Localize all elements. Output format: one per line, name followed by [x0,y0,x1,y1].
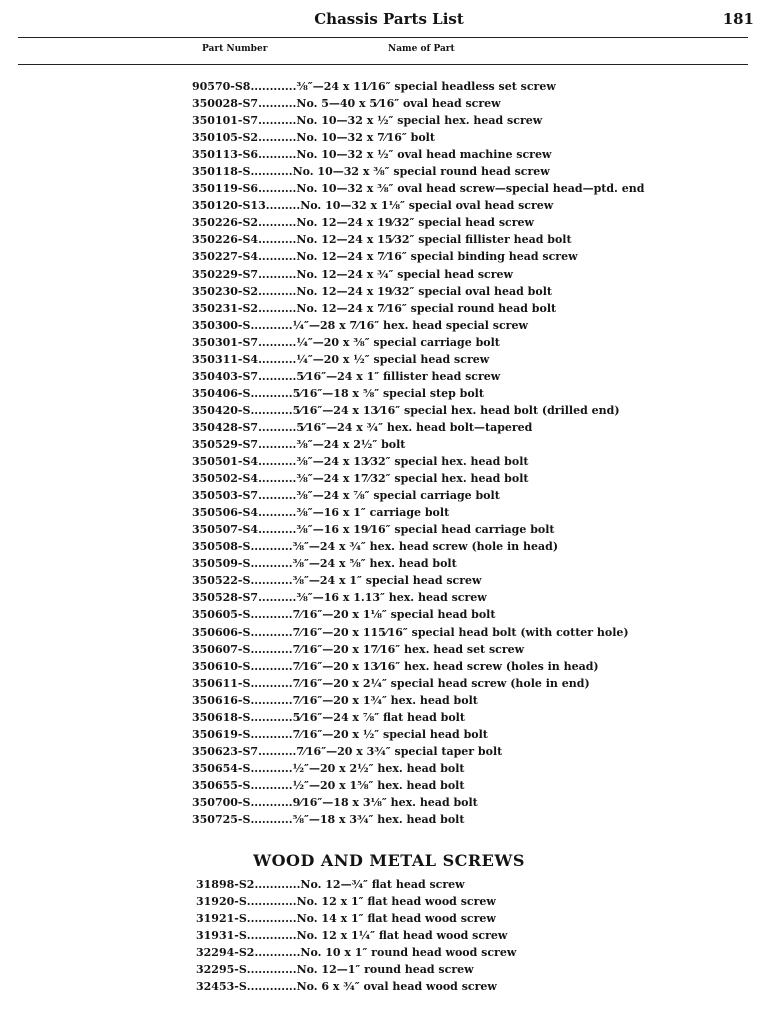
part-number: 350403-S7 [192,369,259,383]
part-row [196,944,716,961]
part-number: 350655-S [192,778,251,792]
part-number: 32453-S [196,980,247,994]
part-number: 350623-S7 [192,744,259,758]
part-name: ⅜″—24 x ¾″ hex. head screw (hole in head) [292,540,559,554]
part-name: ⅜″—24 x 11⁄16″ special headless set screw [296,80,556,93]
leader-dots: ........... [250,761,293,775]
part-name: No. 6 x ¾″ oval head wood screw [296,980,497,994]
part-name: No. 12 x 1¼″ flat head wood screw [296,929,508,943]
leader-dots: ........... [250,676,293,690]
leader-dots: ............. [246,963,297,977]
leader-dots: .......... [258,369,297,383]
part-name: 7⁄16″—20 x 3¾″ special taper bolt [296,744,503,758]
leader-dots: .......... [258,591,297,605]
part-row [192,641,712,658]
part-number: 350406-S [192,386,251,400]
leader-dots: ........... [250,386,293,400]
part-row [192,419,712,436]
part-row [192,538,712,555]
part-name: ¼″—20 x ½″ special head screw [296,352,490,366]
part-number: 350028-S7 [192,97,259,111]
leader-dots: ........... [250,795,293,809]
leader-dots: ........... [250,659,293,673]
part-row [196,910,716,927]
leader-dots: .......... [258,284,297,298]
leader-dots: .......... [258,506,297,520]
part-number: 350105-S2 [192,131,259,145]
part-name: 7⁄16″—20 x 2¼″ special head screw (hole in end) [292,676,590,690]
leader-dots: .......... [258,437,297,451]
header-rule-top [18,37,748,38]
column-header-part-number: Part Number [202,44,268,54]
part-row [196,893,716,910]
part-number: 31921-S [196,912,247,926]
part-row [192,197,712,214]
part-name: 7⁄16″—20 x ½″ special head bolt [292,727,488,741]
part-name: 5⁄16″—24 x 13⁄16″ special hex. head bolt (drilled end) [292,403,620,417]
wood-metal-screws-list [196,876,716,995]
part-number: 350113-S6 [192,148,259,162]
leader-dots: .......... [258,489,297,503]
part-number: 350509-S [192,557,251,571]
part-number: 350654-S [192,761,251,775]
leader-dots: ........... [250,557,293,571]
leader-dots: .......... [258,216,297,230]
part-name: 5⁄16″—24 x 1″ fillister head screw [296,369,501,383]
part-row [192,436,712,453]
part-row [196,876,716,893]
part-row [192,675,712,692]
part-row [192,606,712,623]
leader-dots: .......... [258,267,297,281]
part-row [192,163,712,180]
part-row [192,794,712,811]
part-row [192,180,712,197]
part-number: 350725-S [192,813,251,827]
part-number: 350700-S [192,795,251,809]
part-row [192,214,712,231]
leader-dots: .......... [258,301,297,315]
part-name: ⅜″—24 x ⅞″ special carriage bolt [296,489,500,503]
part-name: ¼″—28 x 7⁄16″ hex. head special screw [292,318,528,332]
leader-dots: ........... [250,778,293,792]
part-row [192,777,712,794]
part-number: 350230-S2 [192,284,259,298]
part-name: No. 14 x 1″ flat head wood screw [296,912,496,926]
leader-dots: ............ [254,878,301,891]
part-number: 350522-S [192,574,251,588]
part-row [192,402,712,419]
part-name: 5⁄16″—24 x ⅞″ flat head bolt [292,710,465,724]
part-number: 350610-S [192,659,251,673]
part-name: No. 12—24 x 7⁄16″ special round head bolt [296,301,557,315]
part-name: 9⁄16″—18 x 3⅛″ hex. head bolt [292,795,478,809]
part-row [192,146,712,163]
part-number: 350619-S [192,727,251,741]
part-name: No. 12—24 x 15⁄32″ special fillister head bolt [296,233,572,247]
part-number: 350226-S4 [192,233,259,247]
leader-dots: .......... [258,523,297,537]
part-number: 350618-S [192,710,251,724]
part-number: 350605-S [192,608,251,622]
part-name: ½″—20 x 1⅝″ hex. head bolt [292,778,465,792]
leader-dots: ........... [250,608,293,622]
leader-dots: .......... [258,250,297,264]
part-number: 350229-S7 [192,267,259,281]
part-number: 350528-S7 [192,591,259,605]
part-row [192,504,712,521]
section-title-wood-metal-screws: WOOD AND METAL SCREWS [253,851,525,870]
part-row [192,624,712,641]
part-name: No. 12—¾″ flat head screw [300,878,465,891]
part-number: 350502-S4 [192,472,259,486]
part-row [192,300,712,317]
leader-dots: ........... [250,625,293,639]
part-name: No. 12 x 1″ flat head wood screw [296,895,496,909]
part-name: 7⁄16″—20 x 13⁄16″ hex. head screw (holes in head) [292,659,599,673]
leader-dots: ........... [250,642,293,656]
column-header-name-of-part: Name of Part [388,44,455,54]
part-number: 31931-S [196,929,247,943]
part-name: ½″—20 x 2½″ hex. head bolt [292,761,465,775]
part-row [192,112,712,129]
part-number: 350607-S [192,642,251,656]
part-name: ⅜″—24 x 13⁄32″ special hex. head bolt [296,455,529,469]
leader-dots: .......... [258,744,297,758]
leader-dots: ........... [250,574,293,588]
part-number: 350227-S4 [192,250,259,264]
part-number: 90570-S8 [192,80,251,93]
part-number: 350226-S2 [192,216,259,230]
leader-dots: .......... [258,114,297,128]
part-name: No. 10—32 x ⅜″ special round head screw [292,165,550,179]
part-row [192,95,712,112]
part-name: 7⁄16″—20 x 1⅛″ special head bolt [292,608,496,622]
leader-dots: ........... [250,727,293,741]
part-row [192,760,712,777]
part-number: 350501-S4 [192,455,259,469]
part-row [192,487,712,504]
page-title: Chassis Parts List [314,10,464,28]
leader-dots: .......... [258,182,297,196]
part-row [192,317,712,334]
part-number: 350606-S [192,625,251,639]
part-number: 31898-S2 [196,878,255,891]
leader-dots: ........... [250,710,293,724]
part-name: No. 12—24 x 19⁄32″ special oval head bolt [296,284,552,298]
part-name: No. 12—24 x 19⁄32″ special head screw [296,216,534,230]
part-row [196,927,716,944]
part-number: 350120-S13 [192,199,266,213]
part-row [192,385,712,402]
part-row [192,521,712,538]
leader-dots: ............ [254,946,301,960]
leader-dots: ........... [250,693,293,707]
part-number: 350503-S7 [192,489,259,503]
part-number: 350118-S [192,165,251,179]
leader-dots: .......... [258,97,297,111]
part-row [192,351,712,368]
part-name: No. 12—24 x 7⁄16″ special binding head screw [296,250,578,264]
part-number: 32294-S2 [196,946,255,960]
part-name: 5⁄16″—24 x ¾″ hex. head bolt—tapered [296,420,533,434]
leader-dots: ............. [246,895,297,909]
part-name: ⅜″—16 x 19⁄16″ special head carriage bolt [296,523,555,537]
part-name: No. 10—32 x ½″ special hex. head screw [296,114,543,128]
part-row [192,658,712,675]
part-name: 7⁄16″—20 x 17⁄16″ hex. head set screw [292,642,525,656]
part-name: 5⁄16″—18 x ⅝″ special step bolt [292,386,484,400]
part-number: 32295-S [196,963,247,977]
part-row [192,453,712,470]
part-name: ¼″—20 x ⅜″ special carriage bolt [296,335,500,349]
header-rule-bottom [18,64,748,65]
part-name: No. 10 x 1″ round head wood screw [300,946,517,960]
leader-dots: .......... [258,131,297,145]
part-number: 31920-S [196,895,247,909]
part-row [192,470,712,487]
part-number: 350311-S4 [192,352,259,366]
part-row [192,811,712,828]
leader-dots: ......... [265,199,301,213]
part-name: No. 10—32 x ⅜″ oval head screw—special head—ptd. end [296,182,645,196]
part-row [192,743,712,760]
part-number: 350420-S [192,403,251,417]
part-row [192,129,712,146]
leader-dots: .......... [258,472,297,486]
leader-dots: ........... [250,540,293,554]
part-number: 350529-S7 [192,437,259,451]
part-name: ⅜″—24 x 17⁄32″ special hex. head bolt [296,472,529,486]
part-name: No. 12—1″ round head screw [296,963,474,977]
part-row [192,555,712,572]
part-name: No. 10—32 x 1⅛″ special oval head screw [300,199,554,213]
leader-dots: .......... [258,352,297,366]
part-name: 7⁄16″—20 x 115⁄16″ special head bolt (with cotter hole) [292,625,629,639]
part-row [192,368,712,385]
leader-dots: .......... [258,455,297,469]
part-row [192,692,712,709]
part-number: 350301-S7 [192,335,259,349]
part-number: 350428-S7 [192,420,259,434]
part-number: 350507-S4 [192,523,259,537]
part-row [192,266,712,283]
leader-dots: ........... [250,318,293,332]
part-number: 350231-S2 [192,301,259,315]
part-name: ⅜″—16 x 1.13″ hex. head screw [296,591,487,605]
part-name: No. 10—32 x 7⁄16″ bolt [296,131,435,145]
leader-dots: ........... [250,165,293,179]
leader-dots: .......... [258,233,297,247]
part-number: 350300-S [192,318,251,332]
leader-dots: ............. [246,912,297,926]
part-name: ⅜″—16 x 1″ carriage bolt [296,506,450,520]
part-number: 350508-S [192,540,251,554]
part-row [196,961,716,978]
part-row [192,572,712,589]
part-name: ⅜″—24 x 2½″ bolt [296,437,406,451]
leader-dots: .......... [258,420,297,434]
part-row [192,709,712,726]
part-name: No. 10—32 x ½″ oval head machine screw [296,148,552,162]
part-row [192,589,712,606]
part-number: 350616-S [192,693,251,707]
part-row [192,231,712,248]
part-row [192,78,712,95]
part-row [192,334,712,351]
leader-dots: ........... [250,403,293,417]
part-name: No. 12—24 x ¾″ special head screw [296,267,513,281]
leader-dots: .......... [258,148,297,162]
part-row [192,726,712,743]
part-name: ⅜″—24 x 1″ special head screw [292,574,482,588]
part-row [192,283,712,300]
leader-dots: ............. [246,929,297,943]
part-row [192,248,712,265]
page-number: 181 [722,10,754,28]
part-name: ⅜″—24 x ⅝″ hex. head bolt [292,557,457,571]
part-row [196,978,716,995]
part-number: 350506-S4 [192,506,259,520]
chassis-parts-list [192,78,712,828]
part-number: 350611-S [192,676,251,690]
part-name: 7⁄16″—20 x 1¾″ hex. head bolt [292,693,478,707]
part-number: 350119-S6 [192,182,259,196]
part-name: No. 5—40 x 5⁄16″ oval head screw [296,97,501,111]
leader-dots: .......... [258,335,297,349]
part-name: ⅝″—18 x 3¾″ hex. head bolt [292,813,465,827]
leader-dots: ........... [250,813,293,827]
part-number: 350101-S7 [192,114,259,128]
leader-dots: ............ [250,80,297,93]
leader-dots: ............. [246,980,297,994]
